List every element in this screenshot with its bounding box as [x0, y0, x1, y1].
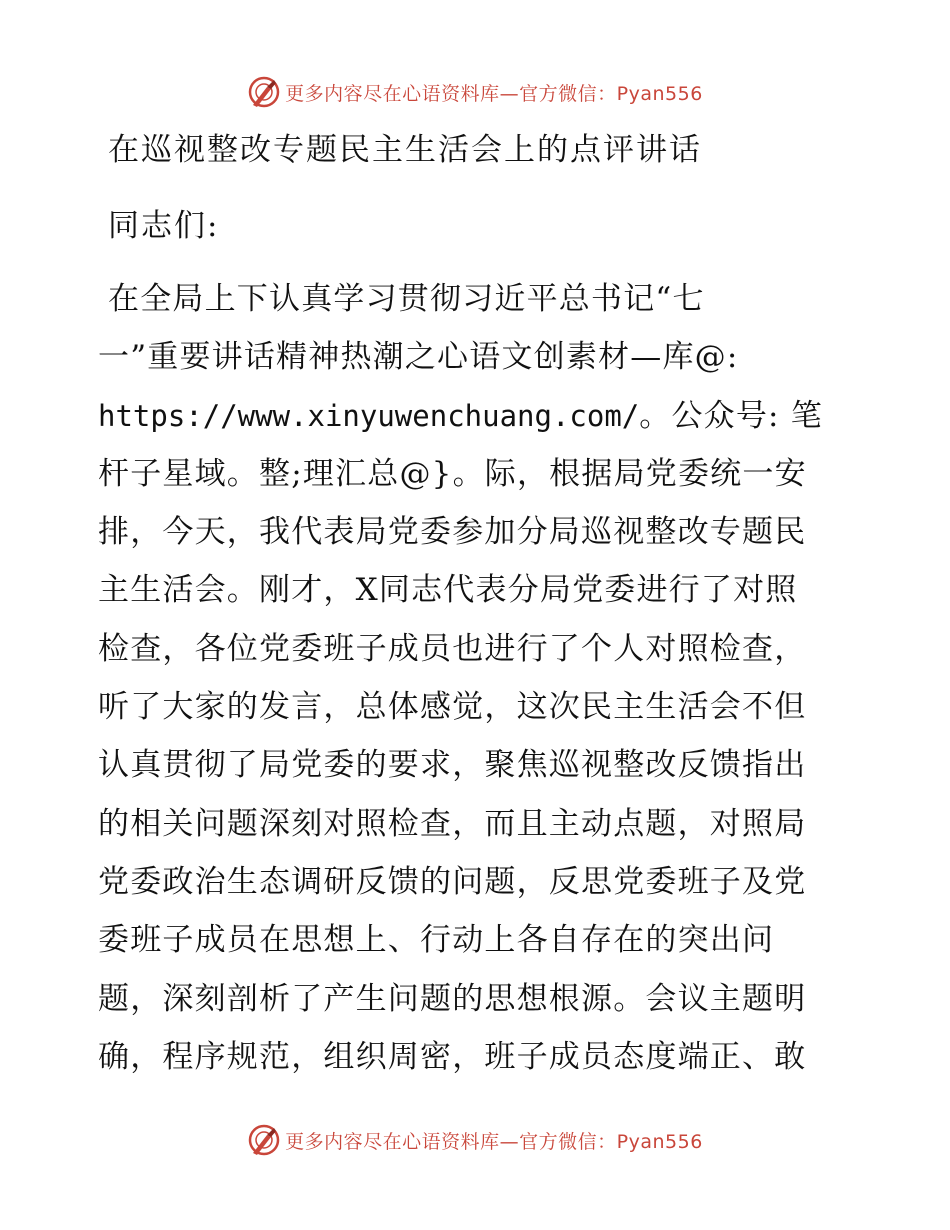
banner-text: 更多内容尽在心语资料库—官方微信：Pyan556: [285, 82, 703, 105]
body-line: 检查，各位党委班子成员也进行了个人对照检查，: [98, 630, 807, 667]
banner-text: 更多内容尽在心语资料库—官方微信：Pyan556: [285, 1130, 703, 1153]
body-line-fragment: 。公众号: 笔: [639, 397, 823, 434]
pen-logo-icon: [247, 75, 281, 109]
body-line: 杆子星域。整;理汇总@}。际，根据局党委统一安: [98, 455, 807, 492]
body-line: 的相关问题深刻对照检查，而且主动点题，对照局: [98, 805, 807, 842]
body-line: 题，深刻剖析了产生问题的思想根源。会议主题明: [98, 980, 807, 1017]
greeting: 同志们:: [108, 208, 220, 244]
pen-logo-icon: [247, 1123, 281, 1157]
body-line: 党委政治生态调研反馈的问题，反思党委班子及党: [98, 863, 807, 900]
body-paragraph: [98, 270, 848, 1086]
header-watermark-banner: [0, 72, 950, 112]
body-line: 在全局上下认真学习贯彻习近平总书记“七: [108, 281, 705, 317]
body-line: 排，今天，我代表局党委参加分局巡视整改专题民: [98, 514, 807, 551]
body-line: 确，程序规范，组织周密，班子成员态度端正、敢: [98, 1038, 807, 1075]
body-line-url: [98, 387, 848, 445]
body-line: 认真贯彻了局党委的要求，聚焦巡视整改反馈指出: [98, 747, 807, 784]
document-title: 在巡视整改专题民主生活会上的点评讲话: [108, 132, 702, 168]
body-line: 听了大家的发言，总体感觉，这次民主生活会不但: [98, 689, 807, 726]
footer-watermark-banner: [0, 1120, 950, 1160]
body-line: 一”重要讲话精神热潮之心语文创素材—库@:: [98, 339, 739, 376]
body-line: 主生活会。刚才，X同志代表分局党委进行了对照: [98, 572, 798, 609]
body-line: 委班子成员在思想上、行动上各自存在的突出问: [98, 922, 775, 959]
website-url: https://www.xinyuwenchuang.com/: [98, 398, 640, 433]
